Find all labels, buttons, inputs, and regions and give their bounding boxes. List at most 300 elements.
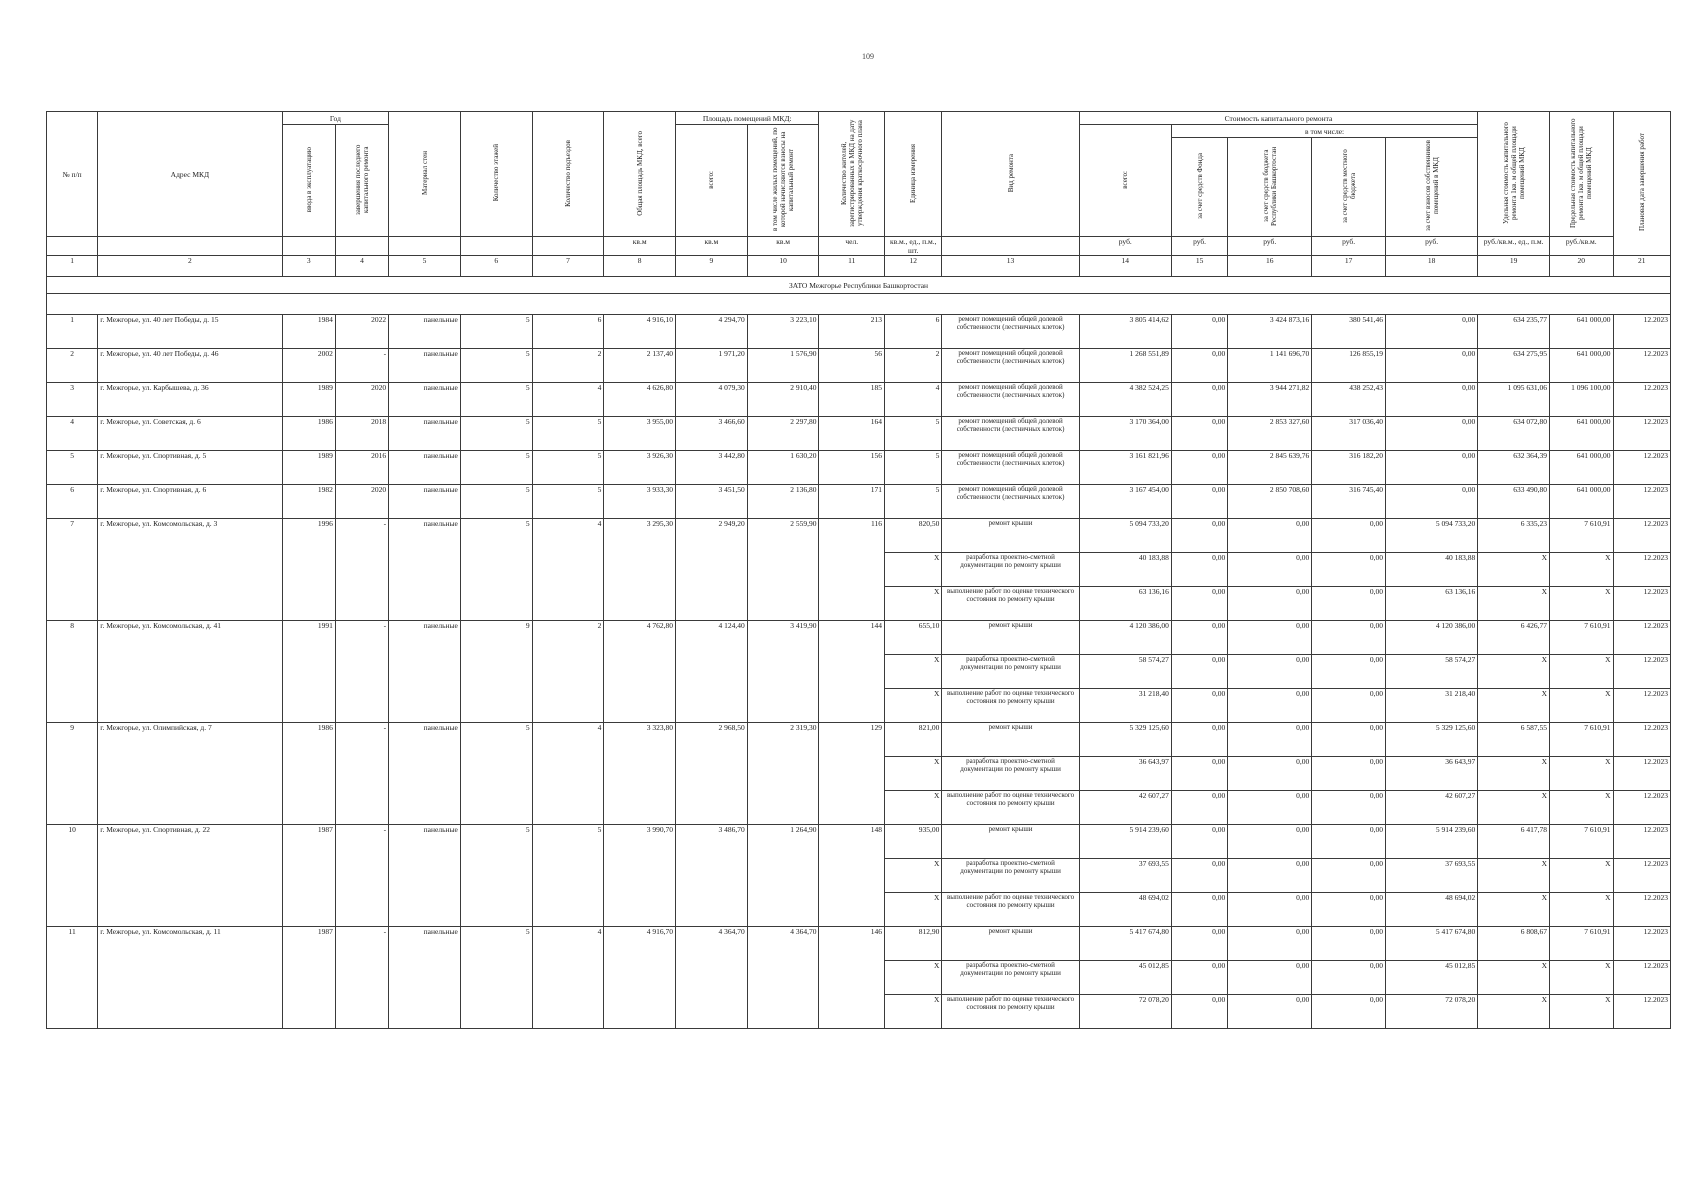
cost-republic-cell: 0,00 (1228, 961, 1312, 995)
deadline-cell: 12.2023 (1613, 757, 1671, 791)
header-year-last-repair: завершения последнего капитального ремонта (335, 125, 388, 237)
column-numbers-row (47, 256, 1671, 277)
cost-republic-cell: 0,00 (1228, 995, 1312, 1029)
unit-cost-cell: 6 426,77 (1478, 621, 1550, 655)
deadline-cell: 12.2023 (1613, 791, 1671, 825)
deadline-cell: 12.2023 (1613, 349, 1671, 383)
column-number: 20 (1549, 256, 1613, 277)
entrances-cell: 5 (532, 485, 604, 519)
year-commissioned-cell: 1986 (282, 723, 335, 825)
max-cost-cell: X (1549, 553, 1613, 587)
year-repair-cell: - (335, 927, 388, 1029)
total-area-cell: 3 955,00 (604, 417, 676, 451)
unit-cost-cell: X (1478, 655, 1550, 689)
table-row (47, 315, 1671, 349)
wall-material-cell: панельные (389, 451, 461, 485)
cost-total-cell: 63 136,16 (1079, 587, 1171, 621)
max-cost-cell: X (1549, 757, 1613, 791)
cost-owners-cell: 45 012,85 (1386, 961, 1478, 995)
unit-cell: руб. (1312, 237, 1386, 256)
cost-local-cell: 0,00 (1312, 757, 1386, 791)
column-number: 15 (1171, 256, 1227, 277)
cost-owners-cell: 31 218,40 (1386, 689, 1478, 723)
cost-republic-cell: 2 845 639,76 (1228, 451, 1312, 485)
cost-fund-cell: 0,00 (1171, 383, 1227, 417)
address-cell: г. Межгорье, ул. Спортивная, д. 5 (98, 451, 282, 485)
unit-cost-cell: X (1478, 995, 1550, 1029)
cost-total-cell: 58 574,27 (1079, 655, 1171, 689)
fee-area-cell: 1 630,20 (747, 451, 819, 485)
max-cost-cell: 7 610,91 (1549, 621, 1613, 655)
cost-total-cell: 3 170 364,00 (1079, 417, 1171, 451)
unit-cost-cell: X (1478, 587, 1550, 621)
wall-material-cell: панельные (389, 417, 461, 451)
fee-area-cell: 3 419,90 (747, 621, 819, 723)
total-area-cell: 4 916,70 (604, 927, 676, 1029)
header-fund: за счет средств Фонда (1171, 138, 1227, 237)
year-commissioned-cell: 1982 (282, 485, 335, 519)
cost-owners-cell: 0,00 (1386, 383, 1478, 417)
unit-cell: чел. (819, 237, 885, 256)
cost-owners-cell: 0,00 (1386, 349, 1478, 383)
cost-fund-cell: 0,00 (1171, 587, 1227, 621)
table-row (47, 723, 1671, 757)
deadline-cell: 12.2023 (1613, 723, 1671, 757)
cost-fund-cell: 0,00 (1171, 995, 1227, 1029)
wall-material-cell: панельные (389, 927, 461, 1029)
total-area-cell: 2 137,40 (604, 349, 676, 383)
fee-area-cell: 2 136,80 (747, 485, 819, 519)
repair-type-cell: ремонт помещений общей долевой собственности (лестничных клеток) (942, 315, 1079, 349)
repair-type-cell: разработка проектно-сметной документации по ремонту крыши (942, 757, 1079, 791)
fee-area-cell: 2 297,80 (747, 417, 819, 451)
header-num: № п/п (47, 112, 98, 237)
repair-type-cell: выполнение работ по оценке технического состояния по ремонту крыши (942, 791, 1079, 825)
column-number: 4 (335, 256, 388, 277)
header-cost-total: всего: (1079, 125, 1171, 237)
max-cost-cell: X (1549, 893, 1613, 927)
cost-fund-cell: 0,00 (1171, 485, 1227, 519)
max-cost-cell: 7 610,91 (1549, 519, 1613, 553)
year-repair-cell: - (335, 519, 388, 621)
repair-type-cell: разработка проектно-сметной документации по ремонту крыши (942, 859, 1079, 893)
cost-local-cell: 317 036,40 (1312, 417, 1386, 451)
unit-cell: кв.м., ед., п.м., шт. (885, 237, 942, 256)
residents-cell: 213 (819, 315, 885, 349)
cost-fund-cell: 0,00 (1171, 655, 1227, 689)
cost-fund-cell: 0,00 (1171, 621, 1227, 655)
row-number: 11 (47, 927, 98, 1029)
unit-value-cell: X (885, 791, 942, 825)
entrances-cell: 5 (532, 451, 604, 485)
repair-type-cell: ремонт крыши (942, 723, 1079, 757)
cost-republic-cell: 1 141 696,70 (1228, 349, 1312, 383)
wall-material-cell: панельные (389, 621, 461, 723)
table-body (47, 315, 1671, 1029)
cost-republic-cell: 0,00 (1228, 757, 1312, 791)
repair-type-cell: ремонт помещений общей долевой собственности (лестничных клеток) (942, 451, 1079, 485)
cost-local-cell: 0,00 (1312, 859, 1386, 893)
cost-total-cell: 4 382 524,25 (1079, 383, 1171, 417)
cost-total-cell: 40 183,88 (1079, 553, 1171, 587)
floors-cell: 5 (460, 383, 532, 417)
unit-cost-cell: 6 587,55 (1478, 723, 1550, 757)
cost-local-cell: 0,00 (1312, 723, 1386, 757)
address-cell: г. Межгорье, ул. Комсомольская, д. 11 (98, 927, 282, 1029)
unit-cell (389, 237, 461, 256)
unit-cell: кв.м (604, 237, 676, 256)
wall-material-cell: панельные (389, 383, 461, 417)
row-number: 9 (47, 723, 98, 825)
unit-cell: кв.м (747, 237, 819, 256)
premises-area-cell: 3 466,60 (676, 417, 748, 451)
table-row (47, 451, 1671, 485)
unit-cost-cell: 6 417,78 (1478, 825, 1550, 859)
repair-type-cell: ремонт помещений общей долевой собственности (лестничных клеток) (942, 349, 1079, 383)
residents-cell: 156 (819, 451, 885, 485)
header-unit: Единица измерения (885, 112, 942, 237)
header-year-commissioned: ввода в эксплуатацию (282, 125, 335, 237)
cost-total-cell: 3 161 821,96 (1079, 451, 1171, 485)
header-premises-area: Площадь помещений МКД: (676, 112, 819, 125)
deadline-cell: 12.2023 (1613, 995, 1671, 1029)
premises-area-cell: 4 364,70 (676, 927, 748, 1029)
max-cost-cell: 1 096 100,00 (1549, 383, 1613, 417)
cost-total-cell: 31 218,40 (1079, 689, 1171, 723)
residents-cell: 144 (819, 621, 885, 723)
cost-owners-cell: 5 417 674,80 (1386, 927, 1478, 961)
repair-type-cell: разработка проектно-сметной документации по ремонту крыши (942, 961, 1079, 995)
unit-value-cell: 935,00 (885, 825, 942, 859)
wall-material-cell: панельные (389, 519, 461, 621)
header-entrances: Количество подъездов (532, 112, 604, 237)
address-cell: г. Межгорье, ул. Советская, д. 6 (98, 417, 282, 451)
cost-local-cell: 0,00 (1312, 621, 1386, 655)
unit-cost-cell: X (1478, 689, 1550, 723)
header-owners: за счет взносов собственников помещений в МКД (1386, 138, 1478, 237)
row-number: 4 (47, 417, 98, 451)
premises-area-cell: 2 949,20 (676, 519, 748, 621)
deadline-cell: 12.2023 (1613, 587, 1671, 621)
column-number: 16 (1228, 256, 1312, 277)
unit-cost-cell: X (1478, 961, 1550, 995)
column-number: 10 (747, 256, 819, 277)
row-number: 6 (47, 485, 98, 519)
cost-owners-cell: 5 329 125,60 (1386, 723, 1478, 757)
total-area-cell: 3 926,30 (604, 451, 676, 485)
cost-owners-cell: 42 607,27 (1386, 791, 1478, 825)
unit-value-cell: X (885, 859, 942, 893)
cost-republic-cell: 2 850 708,60 (1228, 485, 1312, 519)
unit-cell: руб. (1079, 237, 1171, 256)
unit-value-cell: X (885, 757, 942, 791)
cost-local-cell: 126 855,19 (1312, 349, 1386, 383)
residents-cell: 164 (819, 417, 885, 451)
cost-total-cell: 45 012,85 (1079, 961, 1171, 995)
year-repair-cell: 2020 (335, 383, 388, 417)
table-row (47, 349, 1671, 383)
unit-cost-cell: X (1478, 553, 1550, 587)
premises-area-cell: 3 486,70 (676, 825, 748, 927)
unit-value-cell: 4 (885, 383, 942, 417)
cost-owners-cell: 63 136,16 (1386, 587, 1478, 621)
column-number: 17 (1312, 256, 1386, 277)
unit-value-cell: X (885, 995, 942, 1029)
capital-repair-table (46, 111, 1671, 1071)
cost-local-cell: 316 182,20 (1312, 451, 1386, 485)
fee-area-cell: 3 223,10 (747, 315, 819, 349)
deadline-cell: 12.2023 (1613, 383, 1671, 417)
repair-type-cell: ремонт крыши (942, 825, 1079, 859)
unit-cost-cell: 1 095 631,06 (1478, 383, 1550, 417)
cost-local-cell: 0,00 (1312, 791, 1386, 825)
max-cost-cell: X (1549, 791, 1613, 825)
table-row (47, 621, 1671, 655)
cost-total-cell: 36 643,97 (1079, 757, 1171, 791)
cost-fund-cell: 0,00 (1171, 927, 1227, 961)
cost-republic-cell: 3 944 271,82 (1228, 383, 1312, 417)
floors-cell: 5 (460, 451, 532, 485)
cost-owners-cell: 0,00 (1386, 485, 1478, 519)
table-row (47, 485, 1671, 519)
premises-area-cell: 3 442,80 (676, 451, 748, 485)
column-number: 5 (389, 256, 461, 277)
cost-fund-cell: 0,00 (1171, 961, 1227, 995)
row-number: 2 (47, 349, 98, 383)
year-commissioned-cell: 2002 (282, 349, 335, 383)
header-cost-group: Стоимость капитального ремонта (1079, 112, 1478, 125)
max-cost-cell: 641 000,00 (1549, 315, 1613, 349)
cost-owners-cell: 40 183,88 (1386, 553, 1478, 587)
unit-value-cell: 5 (885, 417, 942, 451)
column-number: 3 (282, 256, 335, 277)
unit-cost-cell: X (1478, 893, 1550, 927)
cost-local-cell: 316 745,40 (1312, 485, 1386, 519)
unit-value-cell: X (885, 689, 942, 723)
cost-local-cell: 0,00 (1312, 961, 1386, 995)
cost-local-cell: 0,00 (1312, 995, 1386, 1029)
cost-total-cell: 3 167 454,00 (1079, 485, 1171, 519)
cost-republic-cell: 0,00 (1228, 587, 1312, 621)
year-repair-cell: 2016 (335, 451, 388, 485)
floors-cell: 9 (460, 621, 532, 723)
max-cost-cell: X (1549, 961, 1613, 995)
fee-area-cell: 2 910,40 (747, 383, 819, 417)
unit-cost-cell: 632 364,39 (1478, 451, 1550, 485)
residents-cell: 185 (819, 383, 885, 417)
cost-republic-cell: 0,00 (1228, 859, 1312, 893)
table-row (47, 927, 1671, 961)
column-number: 11 (819, 256, 885, 277)
cost-local-cell: 0,00 (1312, 927, 1386, 961)
wall-material-cell: панельные (389, 723, 461, 825)
region-label: ЗАТО Межгорье Республики Башкортостан (47, 277, 1671, 294)
unit-cost-cell: 634 072,80 (1478, 417, 1550, 451)
max-cost-cell: 641 000,00 (1549, 451, 1613, 485)
header-unit-cost: Удельная стоимость капитального ремонта 1кв. м общей площади помещений МКД (1478, 112, 1550, 237)
year-commissioned-cell: 1991 (282, 621, 335, 723)
max-cost-cell: X (1549, 655, 1613, 689)
column-number: 19 (1478, 256, 1550, 277)
cost-republic-cell: 3 424 873,16 (1228, 315, 1312, 349)
address-cell: г. Межгорье, ул. Спортивная, д. 22 (98, 825, 282, 927)
repair-type-cell: ремонт помещений общей долевой собственности (лестничных клеток) (942, 485, 1079, 519)
fee-area-cell: 2 559,90 (747, 519, 819, 621)
header-local: за счет средств местного бюджета (1312, 138, 1386, 237)
column-number: 8 (604, 256, 676, 277)
year-repair-cell: - (335, 723, 388, 825)
cost-fund-cell: 0,00 (1171, 723, 1227, 757)
row-number: 10 (47, 825, 98, 927)
year-repair-cell: 2018 (335, 417, 388, 451)
entrances-cell: 4 (532, 383, 604, 417)
unit-cost-cell: X (1478, 757, 1550, 791)
unit-cost-cell: 633 490,80 (1478, 485, 1550, 519)
residents-cell: 129 (819, 723, 885, 825)
total-area-cell: 3 990,70 (604, 825, 676, 927)
repair-type-cell: ремонт крыши (942, 621, 1079, 655)
header-year-group: Год (282, 112, 389, 125)
cost-local-cell: 0,00 (1312, 825, 1386, 859)
total-area-cell: 4 626,80 (604, 383, 676, 417)
floors-cell: 5 (460, 315, 532, 349)
column-number: 9 (676, 256, 748, 277)
max-cost-cell: X (1549, 689, 1613, 723)
fee-area-cell: 1 576,90 (747, 349, 819, 383)
column-number: 1 (47, 256, 98, 277)
cost-fund-cell: 0,00 (1171, 859, 1227, 893)
entrances-cell: 6 (532, 315, 604, 349)
year-commissioned-cell: 1987 (282, 825, 335, 927)
deadline-cell: 12.2023 (1613, 655, 1671, 689)
wall-material-cell: панельные (389, 485, 461, 519)
max-cost-cell: X (1549, 587, 1613, 621)
max-cost-cell: 641 000,00 (1549, 417, 1613, 451)
cost-local-cell: 0,00 (1312, 655, 1386, 689)
column-number: 14 (1079, 256, 1171, 277)
row-number: 5 (47, 451, 98, 485)
cost-total-cell: 72 078,20 (1079, 995, 1171, 1029)
unit-cost-cell: 634 275,95 (1478, 349, 1550, 383)
cost-owners-cell: 5 914 239,60 (1386, 825, 1478, 859)
cost-republic-cell: 0,00 (1228, 825, 1312, 859)
cost-fund-cell: 0,00 (1171, 893, 1227, 927)
total-area-cell: 3 933,30 (604, 485, 676, 519)
unit-cell (98, 237, 282, 256)
premises-area-cell: 4 294,70 (676, 315, 748, 349)
floors-cell: 5 (460, 519, 532, 621)
floors-cell: 5 (460, 485, 532, 519)
floors-cell: 5 (460, 825, 532, 927)
fee-area-cell: 1 264,90 (747, 825, 819, 927)
row-number: 8 (47, 621, 98, 723)
entrances-cell: 5 (532, 417, 604, 451)
table-row (47, 417, 1671, 451)
unit-cell (942, 237, 1079, 256)
total-area-cell: 4 762,80 (604, 621, 676, 723)
address-cell: г. Межгорье, ул. Карбышева, д. 36 (98, 383, 282, 417)
cost-fund-cell: 0,00 (1171, 689, 1227, 723)
unit-cell (47, 237, 98, 256)
repair-type-cell: выполнение работ по оценке технического состояния по ремонту крыши (942, 587, 1079, 621)
cost-republic-cell: 0,00 (1228, 927, 1312, 961)
floors-cell: 5 (460, 723, 532, 825)
unit-value-cell: 821,00 (885, 723, 942, 757)
cost-fund-cell: 0,00 (1171, 349, 1227, 383)
cost-republic-cell: 2 853 327,60 (1228, 417, 1312, 451)
cost-republic-cell: 0,00 (1228, 791, 1312, 825)
repair-type-cell: ремонт крыши (942, 927, 1079, 961)
repair-type-cell: ремонт помещений общей долевой собственности (лестничных клеток) (942, 417, 1079, 451)
max-cost-cell: 7 610,91 (1549, 927, 1613, 961)
cost-total-cell: 1 268 551,89 (1079, 349, 1171, 383)
fee-area-cell: 2 319,30 (747, 723, 819, 825)
max-cost-cell: 7 610,91 (1549, 825, 1613, 859)
column-number: 7 (532, 256, 604, 277)
address-cell: г. Межгорье, ул. 40 лет Победы, д. 46 (98, 349, 282, 383)
cost-owners-cell: 37 693,55 (1386, 859, 1478, 893)
cost-fund-cell: 0,00 (1171, 417, 1227, 451)
repair-type-cell: разработка проектно-сметной документации по ремонту крыши (942, 553, 1079, 587)
cost-total-cell: 37 693,55 (1079, 859, 1171, 893)
address-cell: г. Межгорье, ул. Комсомольская, д. 3 (98, 519, 282, 621)
deadline-cell: 12.2023 (1613, 519, 1671, 553)
year-repair-cell: 2022 (335, 315, 388, 349)
cost-owners-cell: 0,00 (1386, 315, 1478, 349)
column-number: 12 (885, 256, 942, 277)
unit-value-cell: 6 (885, 315, 942, 349)
cost-local-cell: 0,00 (1312, 553, 1386, 587)
residents-cell: 56 (819, 349, 885, 383)
unit-cell (460, 237, 532, 256)
premises-area-cell: 4 124,40 (676, 621, 748, 723)
entrances-cell: 5 (532, 825, 604, 927)
residents-cell: 116 (819, 519, 885, 621)
row-number: 3 (47, 383, 98, 417)
cost-owners-cell: 48 694,02 (1386, 893, 1478, 927)
unit-cell: кв.м (676, 237, 748, 256)
cost-fund-cell: 0,00 (1171, 315, 1227, 349)
entrances-cell: 4 (532, 723, 604, 825)
address-cell: г. Межгорье, ул. Олимпийская, д. 7 (98, 723, 282, 825)
deadline-cell: 12.2023 (1613, 825, 1671, 859)
cost-total-cell: 3 805 414,62 (1079, 315, 1171, 349)
deadline-cell: 12.2023 (1613, 893, 1671, 927)
cost-republic-cell: 0,00 (1228, 621, 1312, 655)
header-floors: Количество этажей (460, 112, 532, 237)
entrances-cell: 2 (532, 349, 604, 383)
header-residents: Количество жителей, зарегистрированных в МКД на дату утверждения краткосрочного плана (819, 112, 885, 237)
cost-owners-cell: 0,00 (1386, 417, 1478, 451)
column-number: 18 (1386, 256, 1478, 277)
deadline-cell: 12.2023 (1613, 417, 1671, 451)
cost-total-cell: 5 417 674,80 (1079, 927, 1171, 961)
year-repair-cell: - (335, 349, 388, 383)
cost-local-cell: 0,00 (1312, 893, 1386, 927)
unit-cell: руб. (1171, 237, 1227, 256)
year-repair-cell: - (335, 621, 388, 723)
deadline-cell: 12.2023 (1613, 315, 1671, 349)
repair-type-cell: выполнение работ по оценке технического состояния по ремонту крыши (942, 995, 1079, 1029)
max-cost-cell: X (1549, 859, 1613, 893)
repair-plan-table (46, 111, 1671, 1029)
premises-area-cell: 1 971,20 (676, 349, 748, 383)
address-cell: г. Межгорье, ул. Спортивная, д. 6 (98, 485, 282, 519)
wall-material-cell: панельные (389, 825, 461, 927)
column-number: 6 (460, 256, 532, 277)
repair-type-cell: выполнение работ по оценке технического состояния по ремонту крыши (942, 893, 1079, 927)
cost-republic-cell: 0,00 (1228, 689, 1312, 723)
